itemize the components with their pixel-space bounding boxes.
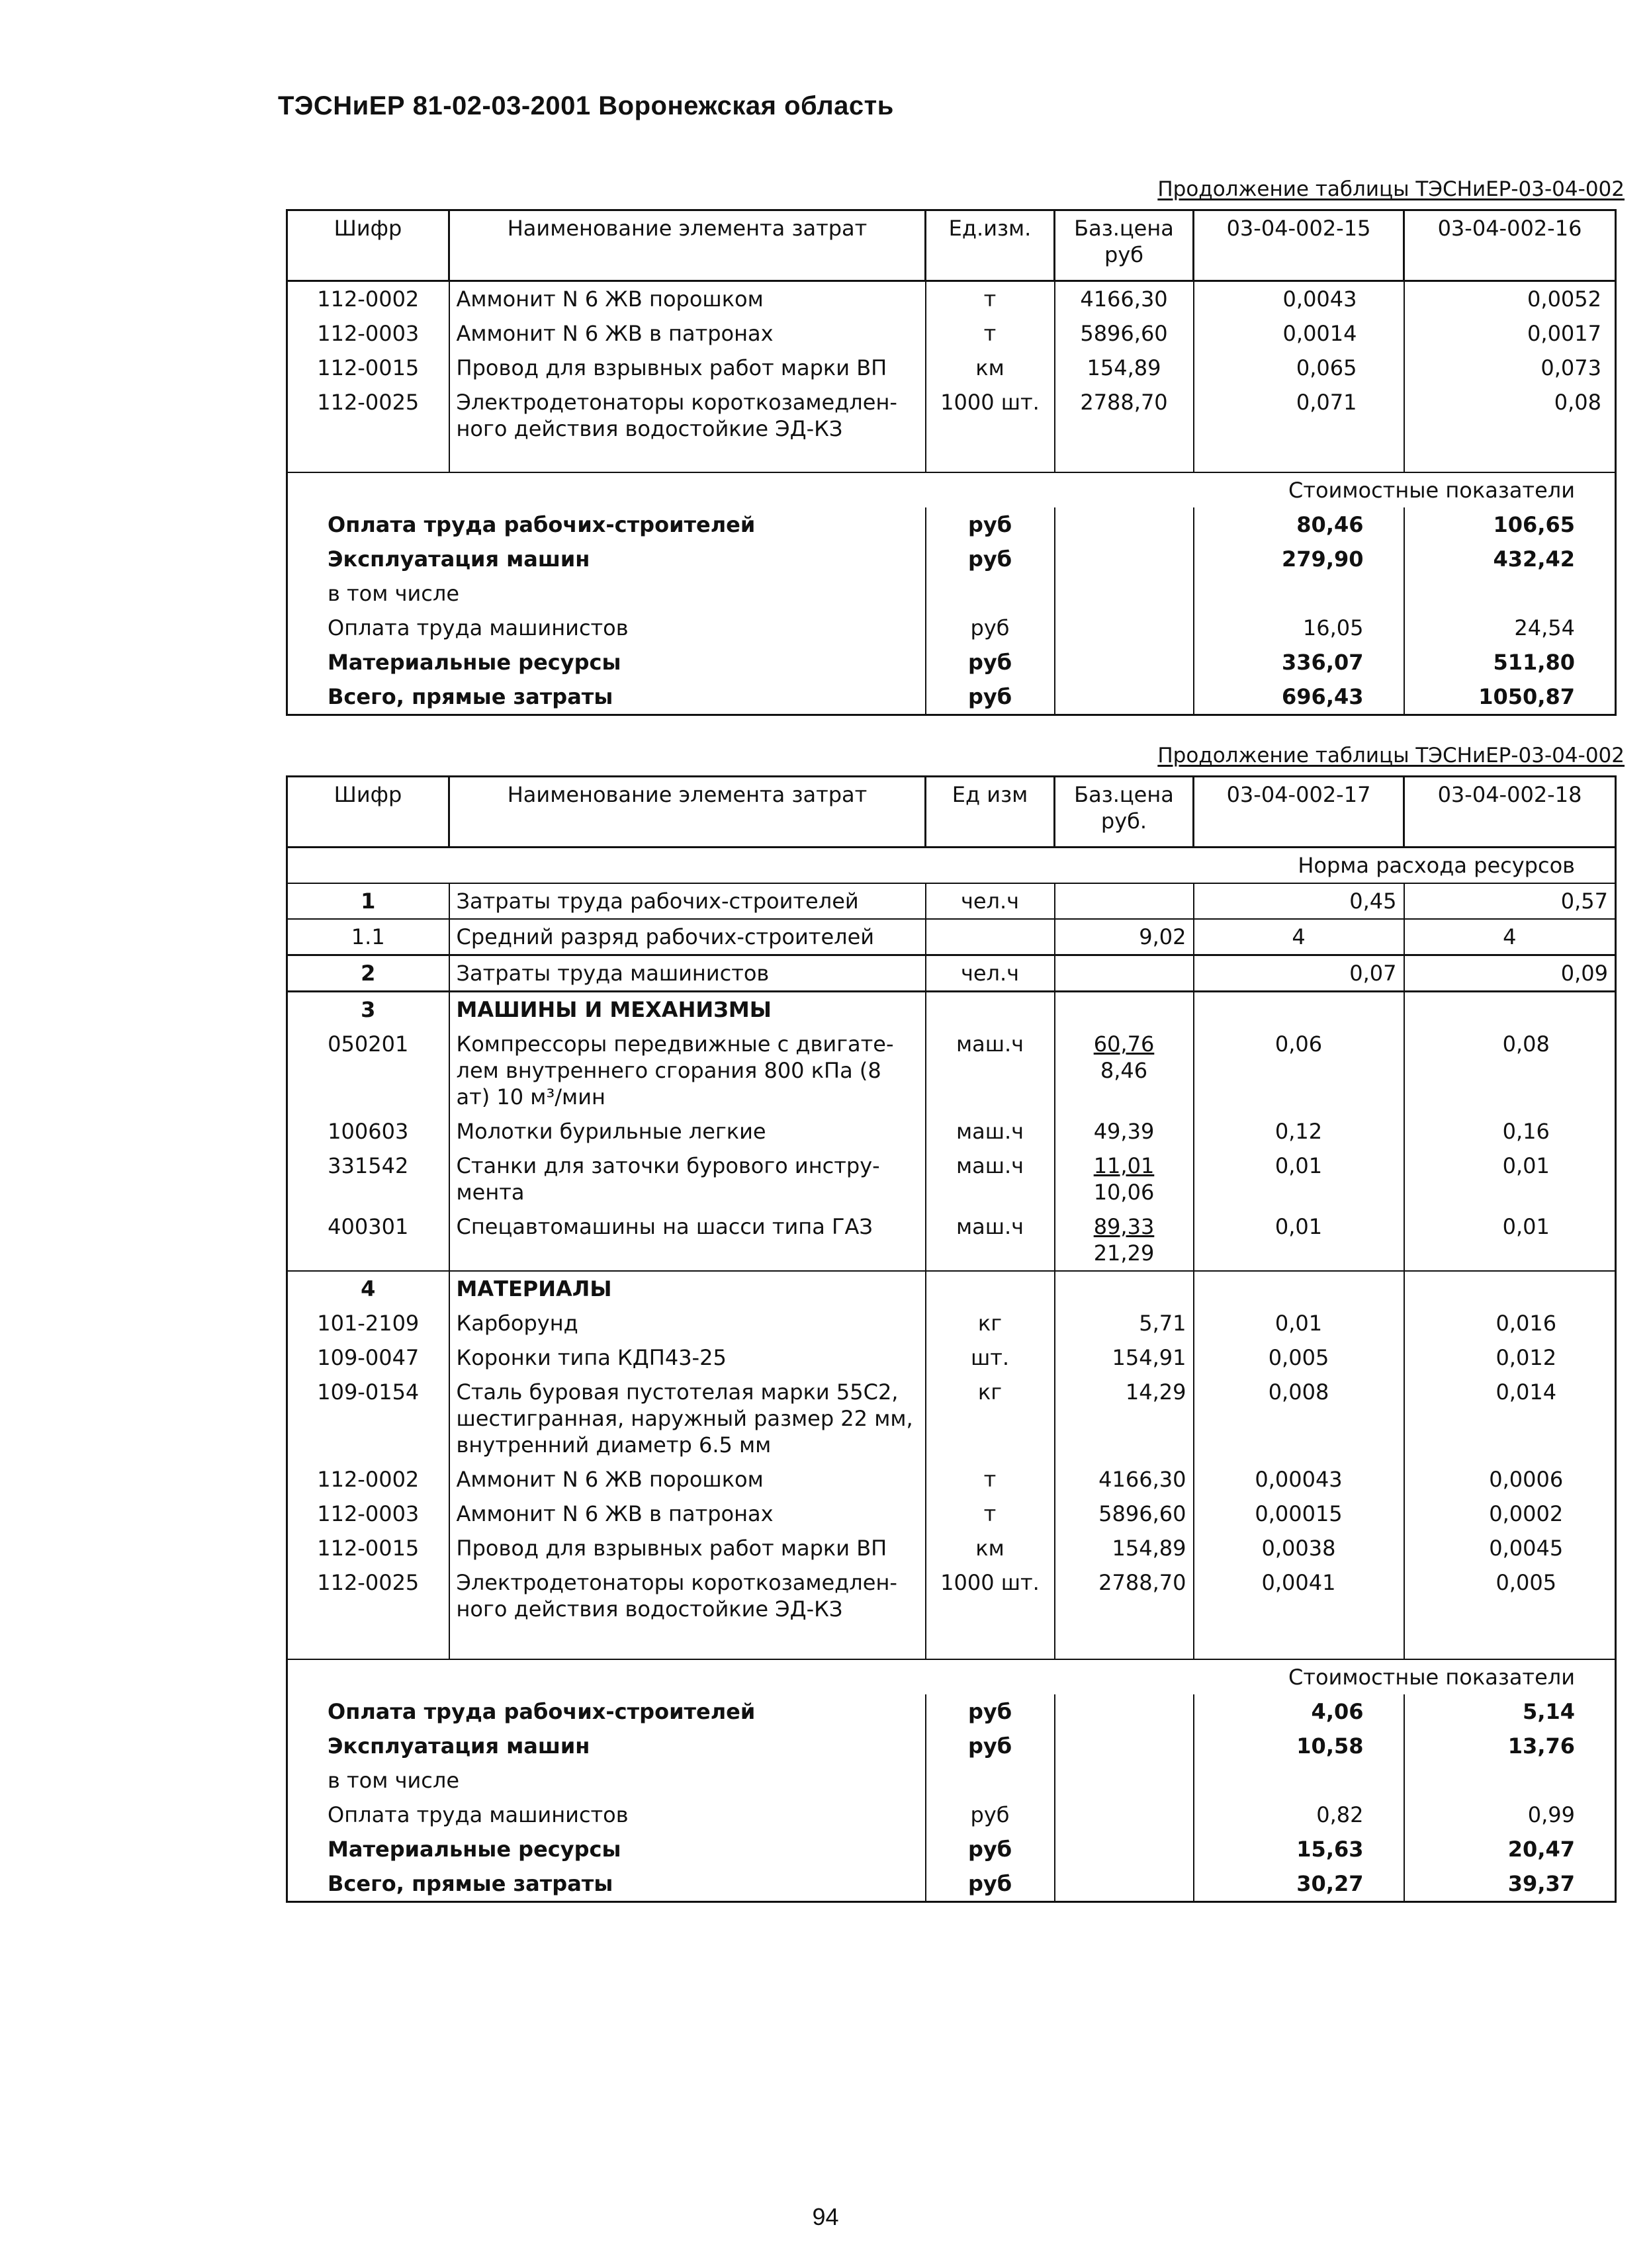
value-cell-1 (1194, 1763, 1404, 1798)
value-cell-2: 0,08 (1404, 385, 1616, 446)
name-cell: Коронки типа КДП43-25 (449, 1340, 926, 1375)
col-header-name: Наименование элемента затрат (449, 777, 926, 848)
price-bottom: 10,06 (1093, 1180, 1155, 1205)
value-cell-1: 0,008 (1194, 1375, 1404, 1462)
value-cell-1 (1194, 446, 1404, 472)
value-cell-1: 16,05 (1194, 611, 1404, 645)
col-header-name: Наименование элемента затрат (449, 210, 926, 281)
cost-name-cell: Оплата труда машинистов (287, 611, 926, 645)
price-cell (1055, 645, 1194, 679)
price-cell (1055, 1729, 1194, 1763)
cost-name-cell: Всего, прямые затраты (287, 1866, 926, 1902)
col-header-price: Баз.цена руб. (1055, 777, 1194, 848)
value-cell-2 (1404, 1763, 1616, 1798)
code-cell: 112-0002 (287, 1462, 449, 1497)
name-cell: Аммонит N 6 ЖВ в патронах (449, 1497, 926, 1531)
code-cell: 101-2109 (287, 1306, 449, 1340)
unit-cell: чел.ч (926, 955, 1055, 992)
name-cell: Аммонит N 6 ЖВ в патронах (449, 316, 926, 351)
value-cell-2: 20,47 (1404, 1832, 1616, 1866)
code-cell: 100603 (287, 1114, 449, 1149)
col-header-v2: 03-04-002-16 (1404, 210, 1616, 281)
cost-row (287, 1763, 1616, 1798)
col-header-v2: 03-04-002-18 (1404, 777, 1616, 848)
value-cell-1: 0,12 (1194, 1114, 1404, 1149)
table-row (287, 385, 1616, 446)
name-cell (449, 446, 926, 472)
table-row (287, 992, 1616, 1027)
price-cell (1055, 1209, 1194, 1271)
cost-name-cell: Материальные ресурсы (287, 645, 926, 679)
price-cell: 154,89 (1055, 1531, 1194, 1565)
value-cell-2: 0,0045 (1404, 1531, 1616, 1565)
cost-row (287, 1832, 1616, 1866)
table-row (287, 1462, 1616, 1497)
table-row (287, 955, 1616, 992)
value-cell-1: 336,07 (1194, 645, 1404, 679)
col-header-unit: Ед.изм. (926, 210, 1055, 281)
value-cell-1: 0,071 (1194, 385, 1404, 446)
table2-header-row (287, 777, 1616, 848)
value-cell-1 (1194, 992, 1404, 1027)
table-row (287, 446, 1616, 472)
value-cell-2: 0,0002 (1404, 1497, 1616, 1531)
value-cell-2: 1050,87 (1404, 679, 1616, 715)
value-cell-1: 0,065 (1194, 351, 1404, 385)
price-cell: 154,91 (1055, 1340, 1194, 1375)
value-cell-1: 0,06 (1194, 1027, 1404, 1114)
value-cell-1 (1194, 1271, 1404, 1306)
price-cell (1055, 1866, 1194, 1902)
code-cell: 112-0025 (287, 385, 449, 446)
page-title: ТЭСНиЕР 81-02-03-2001 Воронежская область (278, 91, 894, 120)
unit-cell: маш.ч (926, 1209, 1055, 1271)
unit-cell: руб (926, 1832, 1055, 1866)
name-cell: Станки для заточки бурового инстру-мента (449, 1149, 926, 1209)
value-cell-2: 0,16 (1404, 1114, 1616, 1149)
value-cell-1: 0,00015 (1194, 1497, 1404, 1531)
price-cell (1055, 1149, 1194, 1209)
cost-name-cell: Эксплуатация машин (287, 1729, 926, 1763)
value-cell-2: 0,08 (1404, 1027, 1616, 1114)
name-cell: Затраты труда машинистов (449, 955, 926, 992)
value-cell-1: 0,0014 (1194, 316, 1404, 351)
price-cell (1055, 1027, 1194, 1114)
price-top: 60,76 (1093, 1031, 1155, 1057)
table-row (287, 1306, 1616, 1340)
price-cell (1055, 611, 1194, 645)
value-cell-2: 0,0017 (1404, 316, 1616, 351)
cost-header (287, 1659, 1616, 1694)
unit-cell: руб (926, 1798, 1055, 1832)
value-cell-1: 0,07 (1194, 955, 1404, 992)
value-cell-2 (1404, 1271, 1616, 1306)
unit-cell: руб (926, 1729, 1055, 1763)
table-row (287, 1626, 1616, 1659)
value-cell-1: 696,43 (1194, 679, 1404, 715)
price-cell: 5896,60 (1055, 316, 1194, 351)
value-cell-2: 39,37 (1404, 1866, 1616, 1902)
cost-name-cell: Всего, прямые затраты (287, 679, 926, 715)
unit-cell: шт. (926, 1340, 1055, 1375)
table-row (287, 1497, 1616, 1531)
price-cell (1055, 1798, 1194, 1832)
value-cell-2: 5,14 (1404, 1694, 1616, 1729)
value-cell-2 (1404, 1626, 1616, 1659)
code-cell: 112-0003 (287, 316, 449, 351)
value-cell-2: 0,01 (1404, 1209, 1616, 1271)
value-cell-1: 0,82 (1194, 1798, 1404, 1832)
cost-row (287, 1866, 1616, 1902)
unit-cell: т (926, 1497, 1055, 1531)
table-row (287, 1271, 1616, 1306)
value-cell-1 (1194, 1626, 1404, 1659)
table-row (287, 351, 1616, 385)
value-cell-1: 15,63 (1194, 1832, 1404, 1866)
code-cell: 112-0025 (287, 1565, 449, 1626)
unit-cell: руб (926, 645, 1055, 679)
name-cell: Затраты труда рабочих-строителей (449, 883, 926, 919)
value-cell-1: 0,01 (1194, 1149, 1404, 1209)
cost-header-label: Стоимостные показатели (287, 1659, 1616, 1694)
col-header-code: Шифр (287, 777, 449, 848)
price-bottom: 21,29 (1093, 1241, 1155, 1266)
unit-cell (926, 1271, 1055, 1306)
unit-cell: руб (926, 611, 1055, 645)
value-cell-2: 0,01 (1404, 1149, 1616, 1209)
cost-name-cell: в том числе (287, 1763, 926, 1798)
unit-cell (926, 576, 1055, 611)
name-cell (449, 1626, 926, 1659)
value-cell-1: 0,45 (1194, 883, 1404, 919)
value-cell-2: 106,65 (1404, 507, 1616, 542)
cost-row (287, 645, 1616, 679)
unit-cell (926, 446, 1055, 472)
cost-row (287, 679, 1616, 715)
code-cell: 112-0015 (287, 1531, 449, 1565)
code-cell: 331542 (287, 1149, 449, 1209)
price-cell: 4166,30 (1055, 1462, 1194, 1497)
value-cell-1: 279,90 (1194, 542, 1404, 576)
price-cell (1055, 992, 1194, 1027)
value-cell-2 (1404, 446, 1616, 472)
value-cell-1: 0,01 (1194, 1209, 1404, 1271)
cost-row (287, 1729, 1616, 1763)
unit-cell: маш.ч (926, 1149, 1055, 1209)
cost-name-cell: Оплата труда машинистов (287, 1798, 926, 1832)
unit-cell: руб (926, 542, 1055, 576)
name-cell: Электродетонаторы короткозамедлен-ного действия водостойкие ЭД-КЗ (449, 385, 926, 446)
cost-row (287, 507, 1616, 542)
value-cell-1: 10,58 (1194, 1729, 1404, 1763)
value-cell-1: 4,06 (1194, 1694, 1404, 1729)
table1-continuation: Продолжение таблицы ТЭСНиЕР-03-04-002 (1157, 177, 1625, 201)
price-cell: 9,02 (1055, 919, 1194, 955)
value-cell-2: 4 (1404, 919, 1616, 955)
page-number: 94 (812, 2203, 839, 2230)
unit-cell (926, 992, 1055, 1027)
norm-header-label: Норма расхода ресурсов (287, 848, 1616, 884)
table1-body (287, 281, 1616, 715)
code-cell: 400301 (287, 1209, 449, 1271)
unit-cell: км (926, 351, 1055, 385)
price-cell (1055, 679, 1194, 715)
price-top: 89,33 (1093, 1214, 1155, 1239)
table-row (287, 316, 1616, 351)
table-row (287, 1531, 1616, 1565)
value-cell-1: 4 (1194, 919, 1404, 955)
name-cell: МАШИНЫ И МЕХАНИЗМЫ (449, 992, 926, 1027)
unit-cell: чел.ч (926, 883, 1055, 919)
value-cell-1: 0,0043 (1194, 281, 1404, 317)
price-cell (1055, 576, 1194, 611)
table-row (287, 1375, 1616, 1462)
value-cell-2: 0,016 (1404, 1306, 1616, 1340)
value-cell-2: 0,0052 (1404, 281, 1616, 317)
name-cell: Электродетонаторы короткозамедлен-ного действия водостойкие ЭД-КЗ (449, 1565, 926, 1626)
col-header-price: Баз.цена руб (1055, 210, 1194, 281)
name-cell: МАТЕРИАЛЫ (449, 1271, 926, 1306)
value-cell-2: 432,42 (1404, 542, 1616, 576)
unit-cell: 1000 шт. (926, 385, 1055, 446)
price-cell: 154,89 (1055, 351, 1194, 385)
table2 (286, 775, 1617, 1903)
cost-name-cell: Оплата труда рабочих-строителей (287, 507, 926, 542)
value-cell-2: 0,57 (1404, 883, 1616, 919)
price-cell (1055, 507, 1194, 542)
code-cell: 112-0015 (287, 351, 449, 385)
code-cell: 4 (287, 1271, 449, 1306)
table-row (287, 281, 1616, 317)
price-cell (1055, 446, 1194, 472)
price-cell: 14,29 (1055, 1375, 1194, 1462)
value-cell-2: 0,073 (1404, 351, 1616, 385)
value-cell-2: 24,54 (1404, 611, 1616, 645)
name-cell: Аммонит N 6 ЖВ порошком (449, 281, 926, 317)
cost-name-cell: Материальные ресурсы (287, 1832, 926, 1866)
unit-cell: маш.ч (926, 1114, 1055, 1149)
value-cell-1: 0,005 (1194, 1340, 1404, 1375)
value-cell-1: 0,00043 (1194, 1462, 1404, 1497)
table2-body (287, 848, 1616, 1902)
name-cell: Сталь буровая пустотелая марки 55С2, шестигранная, наружный размер 22 мм, внутренний диаметр 6.5 мм (449, 1375, 926, 1462)
unit-cell (926, 1626, 1055, 1659)
value-cell-2 (1404, 992, 1616, 1027)
name-cell: Провод для взрывных работ марки ВП (449, 1531, 926, 1565)
unit-cell: т (926, 316, 1055, 351)
unit-cell: руб (926, 679, 1055, 715)
value-cell-2: 511,80 (1404, 645, 1616, 679)
unit-cell: руб (926, 1866, 1055, 1902)
value-cell-1: 0,0038 (1194, 1531, 1404, 1565)
cost-header-label: Стоимостные показатели (287, 472, 1616, 507)
table-row (287, 883, 1616, 919)
name-cell: Средний разряд рабочих-строителей (449, 919, 926, 955)
price-cell: 2788,70 (1055, 1565, 1194, 1626)
unit-cell: руб (926, 507, 1055, 542)
unit-cell (926, 1763, 1055, 1798)
price-cell (1055, 883, 1194, 919)
price-cell (1055, 955, 1194, 992)
name-cell: Компрессоры передвижные с двигате-лем внутреннего сгорания 800 кПа (8 ат) 10 м³/мин (449, 1027, 926, 1114)
value-cell-2: 0,005 (1404, 1565, 1616, 1626)
price-top: 11,01 (1093, 1153, 1155, 1178)
value-cell-2: 0,99 (1404, 1798, 1616, 1832)
name-cell: Карборунд (449, 1306, 926, 1340)
table-row (287, 1114, 1616, 1149)
cost-row (287, 611, 1616, 645)
value-cell-2: 13,76 (1404, 1729, 1616, 1763)
price-cell (1055, 1271, 1194, 1306)
code-cell: 112-0003 (287, 1497, 449, 1531)
price-cell (1055, 1626, 1194, 1659)
price-cell (1055, 1763, 1194, 1798)
value-cell-1: 30,27 (1194, 1866, 1404, 1902)
name-cell: Спецавтомашины на шасси типа ГАЗ (449, 1209, 926, 1271)
price-top: 49,39 (1093, 1119, 1155, 1144)
price-cell (1055, 1114, 1194, 1149)
value-cell-1: 0,01 (1194, 1306, 1404, 1340)
table-row (287, 1340, 1616, 1375)
col-header-unit: Ед изм (926, 777, 1055, 848)
unit-cell: т (926, 1462, 1055, 1497)
code-cell: 109-0154 (287, 1375, 449, 1462)
price-cell: 5896,60 (1055, 1497, 1194, 1531)
price-cell: 2788,70 (1055, 385, 1194, 446)
price-cell: 4166,30 (1055, 281, 1194, 317)
table-row (287, 1565, 1616, 1626)
unit-cell: кг (926, 1306, 1055, 1340)
code-cell: 050201 (287, 1027, 449, 1114)
value-cell-2 (1404, 576, 1616, 611)
value-cell-2: 0,09 (1404, 955, 1616, 992)
code-cell: 112-0002 (287, 281, 449, 317)
table-row (287, 1209, 1616, 1271)
cost-name-cell: в том числе (287, 576, 926, 611)
code-cell (287, 1626, 449, 1659)
code-cell: 1 (287, 883, 449, 919)
unit-cell: т (926, 281, 1055, 317)
table-row (287, 1027, 1616, 1114)
price-cell (1055, 542, 1194, 576)
cost-row (287, 1694, 1616, 1729)
norm-header (287, 848, 1616, 884)
unit-cell: маш.ч (926, 1027, 1055, 1114)
code-cell: 3 (287, 992, 449, 1027)
table-row (287, 1149, 1616, 1209)
value-cell-1 (1194, 576, 1404, 611)
value-cell-1: 0,0041 (1194, 1565, 1404, 1626)
code-cell: 109-0047 (287, 1340, 449, 1375)
value-cell-2: 0,0006 (1404, 1462, 1616, 1497)
unit-cell: руб (926, 1694, 1055, 1729)
price-cell: 5,71 (1055, 1306, 1194, 1340)
col-header-v1: 03-04-002-15 (1194, 210, 1404, 281)
table1-header-row (287, 210, 1616, 281)
col-header-v1: 03-04-002-17 (1194, 777, 1404, 848)
cost-row (287, 1798, 1616, 1832)
cost-row (287, 542, 1616, 576)
name-cell: Молотки бурильные легкие (449, 1114, 926, 1149)
unit-cell: км (926, 1531, 1055, 1565)
unit-cell (926, 919, 1055, 955)
cost-name-cell: Оплата труда рабочих-строителей (287, 1694, 926, 1729)
code-cell: 2 (287, 955, 449, 992)
value-cell-2: 0,014 (1404, 1375, 1616, 1462)
unit-cell: кг (926, 1375, 1055, 1462)
cost-row (287, 576, 1616, 611)
cost-header (287, 472, 1616, 507)
col-header-code: Шифр (287, 210, 449, 281)
unit-cell: 1000 шт. (926, 1565, 1055, 1626)
name-cell: Аммонит N 6 ЖВ порошком (449, 1462, 926, 1497)
price-cell (1055, 1694, 1194, 1729)
table-row (287, 919, 1616, 955)
table2-continuation: Продолжение таблицы ТЭСНиЕР-03-04-002 (1157, 744, 1625, 767)
code-cell: 1.1 (287, 919, 449, 955)
price-cell (1055, 1832, 1194, 1866)
price-bottom: 8,46 (1100, 1058, 1148, 1083)
value-cell-2: 0,012 (1404, 1340, 1616, 1375)
code-cell (287, 446, 449, 472)
value-cell-1: 80,46 (1194, 507, 1404, 542)
table1 (286, 209, 1617, 716)
name-cell: Провод для взрывных работ марки ВП (449, 351, 926, 385)
cost-name-cell: Эксплуатация машин (287, 542, 926, 576)
